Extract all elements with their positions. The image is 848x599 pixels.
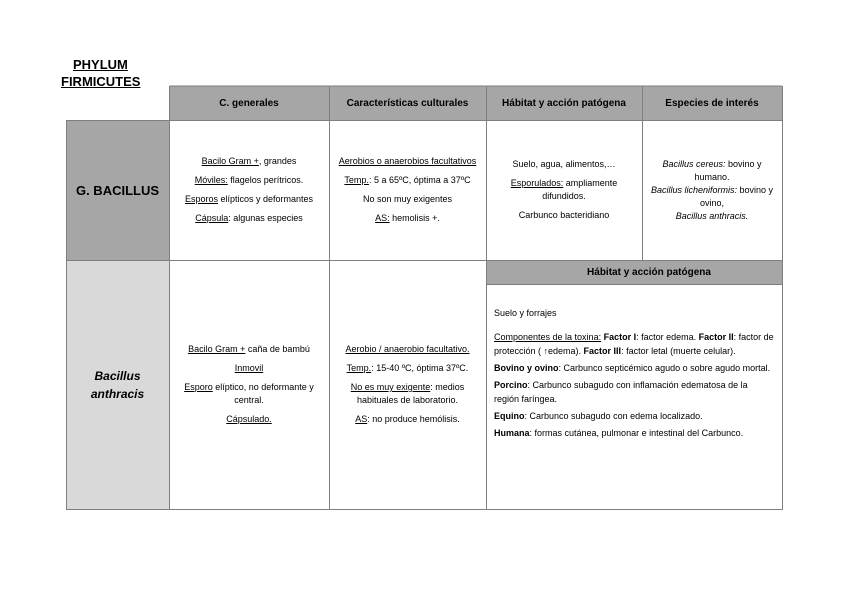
underlined-text: Esporulados: xyxy=(510,178,564,188)
text: bovino y ovino, xyxy=(699,184,774,208)
underlined-text: AS xyxy=(355,414,368,424)
text: : no produce hemólisis. xyxy=(367,414,460,424)
text-line xyxy=(375,212,440,225)
text-line xyxy=(344,174,470,187)
anthracis-generales-cell xyxy=(169,260,329,509)
bold-text: Bovino y ovino xyxy=(494,363,559,373)
underlined-text: Bacilo Gram + xyxy=(201,156,259,166)
underlined-text: Esporos xyxy=(184,194,218,204)
text-line xyxy=(226,413,272,426)
text-paragraph xyxy=(494,426,774,440)
bacillus-culturales-cell xyxy=(329,120,486,260)
text: flagelos perítricos. xyxy=(227,175,304,185)
text-line xyxy=(185,193,313,206)
text-line: No son muy exigentes xyxy=(362,194,453,204)
underlined-text: Aerobio / anaerobio facultativo. xyxy=(345,344,470,354)
text-line xyxy=(347,362,469,375)
text: : 5 a 65ºC, óptima a 37ºC xyxy=(368,175,471,185)
text: : Carbunco subagudo con edema localizado. xyxy=(524,411,703,421)
text-line xyxy=(345,343,469,356)
text-paragraph xyxy=(494,330,774,358)
underlined-text: Temp. xyxy=(346,363,372,373)
bold-text: Porcino xyxy=(494,380,528,390)
genus-bacillus-label: G. BACILLUS xyxy=(75,182,160,198)
underlined-text: No es muy exigente xyxy=(350,382,431,392)
text-line xyxy=(175,381,323,407)
text-paragraph xyxy=(494,378,774,406)
underlined-text: Aerobios o anaerobios facultativos xyxy=(338,156,477,166)
text-line xyxy=(646,184,778,210)
text-paragraph xyxy=(494,361,774,375)
text-line xyxy=(492,177,636,203)
underlined-text: Bacilo Gram + xyxy=(188,344,246,354)
text: hemolisis +. xyxy=(389,213,440,223)
text: : factor letal (muerte celular). xyxy=(621,346,736,356)
text-line: Suelo, agua, alimentos,… xyxy=(512,159,616,169)
text-line xyxy=(335,381,480,407)
bacillus-generales-cell xyxy=(169,120,329,260)
bacillus-habitat-cell xyxy=(486,120,642,260)
text-line xyxy=(355,413,460,426)
underlined-text: Componentes de la toxina: xyxy=(494,332,602,342)
text-line xyxy=(202,155,297,168)
bold-text: Humana xyxy=(494,428,530,438)
species-label-line-2: anthracis xyxy=(90,386,145,401)
text-line: Carbunco bacteridiano xyxy=(518,210,610,220)
text: ampliamente difundidos. xyxy=(542,178,618,201)
bold-text: Equino xyxy=(494,411,525,421)
header-especies: Especies de interés xyxy=(665,97,759,109)
underlined-text: Inmovil xyxy=(234,363,264,373)
anthracis-culturales-cell xyxy=(329,260,486,509)
species-anthracis-label xyxy=(66,260,169,509)
text-line xyxy=(235,362,264,375)
text-line xyxy=(676,210,749,223)
species-name: Bacillus licheniformis: xyxy=(650,184,737,195)
text: : medios habituales de laboratorio. xyxy=(356,382,465,405)
species-name: Bacillus cereus: xyxy=(662,158,726,169)
text: caña de bambú xyxy=(245,344,310,354)
title-line-2: FIRMICUTES xyxy=(61,74,141,89)
underlined-text: Esporo xyxy=(184,382,213,392)
text-line xyxy=(646,158,778,184)
title-line-1: PHYLUM xyxy=(73,57,128,72)
text-line xyxy=(195,212,303,225)
header-caracteristicas-culturales: Características culturales xyxy=(346,97,469,109)
bacillus-especies-cell xyxy=(642,120,782,260)
bold-text: Factor I xyxy=(601,332,637,342)
text: : Carbunco septicémico agudo o sobre agudo mortal. xyxy=(558,363,771,373)
text: elíptico, no deformante y central. xyxy=(212,382,314,405)
text: : factor edema. xyxy=(636,332,697,342)
text-line: Suelo y forrajes xyxy=(494,308,557,318)
bold-text: Factor III xyxy=(581,346,622,356)
text-paragraph xyxy=(494,409,774,423)
underlined-text: AS: xyxy=(375,213,390,223)
text: : 15-40 ºC, óptima 37ºC. xyxy=(371,363,469,373)
bold-text: Factor II xyxy=(696,332,734,342)
underlined-text: Cápsulado. xyxy=(226,414,272,424)
anthracis-habitat-cell xyxy=(486,300,782,505)
text: bovino y humano. xyxy=(694,158,762,182)
species-name: Bacillus anthracis. xyxy=(675,210,749,221)
text: : algunas especies xyxy=(228,213,303,223)
underlined-text: Temp. xyxy=(344,175,369,185)
text-line xyxy=(339,155,477,168)
habitat-subheader: Hábitat y acción patógena xyxy=(587,266,711,278)
underlined-text: Móviles: xyxy=(194,175,228,185)
underlined-text: Cápsula xyxy=(195,213,229,223)
text-line xyxy=(195,174,304,187)
text: elípticos y deformantes xyxy=(217,194,314,204)
header-habitat: Hábitat y acción patógena xyxy=(502,97,626,109)
text: , grandes xyxy=(258,156,297,166)
text-line xyxy=(188,343,310,356)
text: : formas cutánea, pulmonar e intestinal del Carbunco. xyxy=(529,428,744,438)
text: : factor de protección ( ↑edema). xyxy=(494,332,774,356)
text: : Carbunco subagudo con inflamación edematosa de la región faríngea. xyxy=(494,380,748,404)
species-label-line-1: Bacillus xyxy=(94,368,141,383)
header-c-generales: C. generales xyxy=(219,97,279,109)
